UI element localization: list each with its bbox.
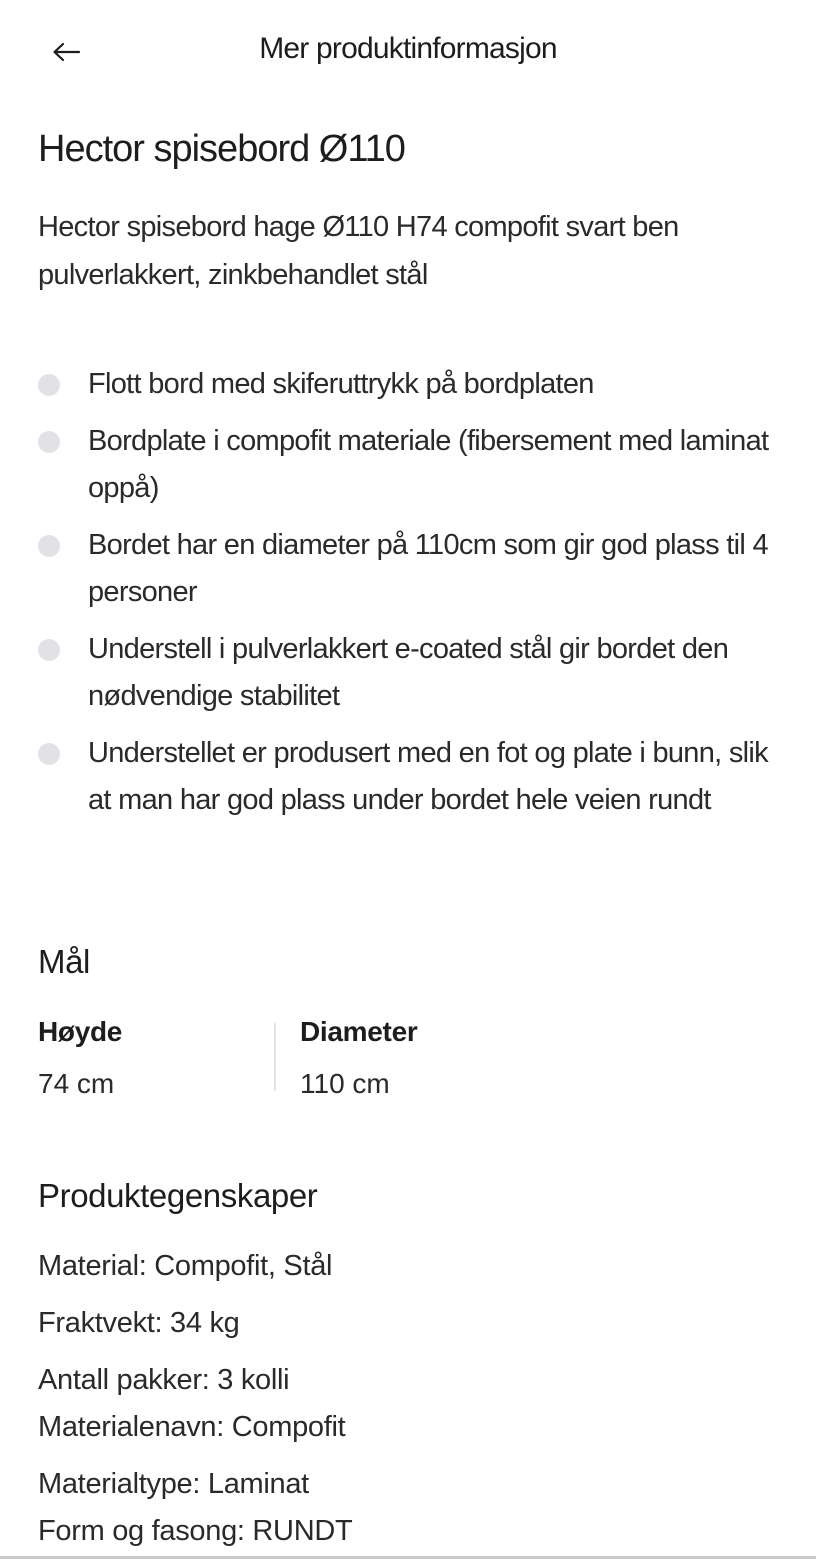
product-info-content <box>38 125 778 1547</box>
product-description: Hector spisebord hage Ø110 H74 compofit svart ben pulverlakkert, zinkbehandlet stål <box>38 211 679 291</box>
feature-text: Understell i pulverlakkert e-coated stål gir bordet den nødvendige stabilitet <box>88 633 729 712</box>
feature-item <box>38 730 778 824</box>
bullet-icon <box>38 431 60 453</box>
feature-item <box>38 418 778 512</box>
bullet-icon <box>38 639 60 661</box>
feature-text: Bordet har en diameter på 110cm som gir god plass til 4 personer <box>88 529 768 608</box>
property-item: Material: Compofit, Stål <box>38 1250 333 1282</box>
bullet-icon <box>38 535 60 557</box>
property-item: Fraktvekt: 34 kg <box>38 1307 240 1339</box>
dimension-value: 74 cm <box>38 1068 115 1099</box>
bullet-icon <box>38 743 60 765</box>
dimension-label: Diameter <box>300 1016 418 1047</box>
feature-text: Flott bord med skiferuttrykk på bordplaten <box>88 368 594 400</box>
feature-item <box>38 522 778 616</box>
feature-list <box>38 361 778 824</box>
property-item: Materialenavn: Compofit <box>38 1411 346 1443</box>
property-item: Materialtype: Laminat <box>38 1468 309 1500</box>
dimensions-heading: Mål <box>38 943 90 980</box>
property-item: Antall pakker: 3 kolli <box>38 1364 290 1396</box>
feature-text: Bordplate i compofit materiale (fibersement med laminat oppå) <box>88 425 769 504</box>
feature-text: Understellet er produsert med en fot og plate i bunn, slik at man har god plass under bordet hele veien rundt <box>88 737 768 816</box>
property-item: Form og fasong: RUNDT <box>38 1515 353 1547</box>
top-bar <box>0 0 816 105</box>
bullet-icon <box>38 374 60 396</box>
page-title: Mer produktinformasjon <box>259 32 557 65</box>
dimension-value: 110 cm <box>300 1068 390 1099</box>
dimension-height <box>38 1015 274 1099</box>
dimension-label: Høyde <box>38 1016 123 1047</box>
properties-heading: Produktegenskaper <box>38 1177 318 1214</box>
product-title: Hector spisebord Ø110 <box>38 128 405 170</box>
dimension-diameter <box>300 1015 418 1099</box>
dimensions-table <box>38 1015 418 1099</box>
dimension-divider <box>274 1023 276 1091</box>
feature-item <box>38 626 778 720</box>
feature-item <box>38 361 778 408</box>
